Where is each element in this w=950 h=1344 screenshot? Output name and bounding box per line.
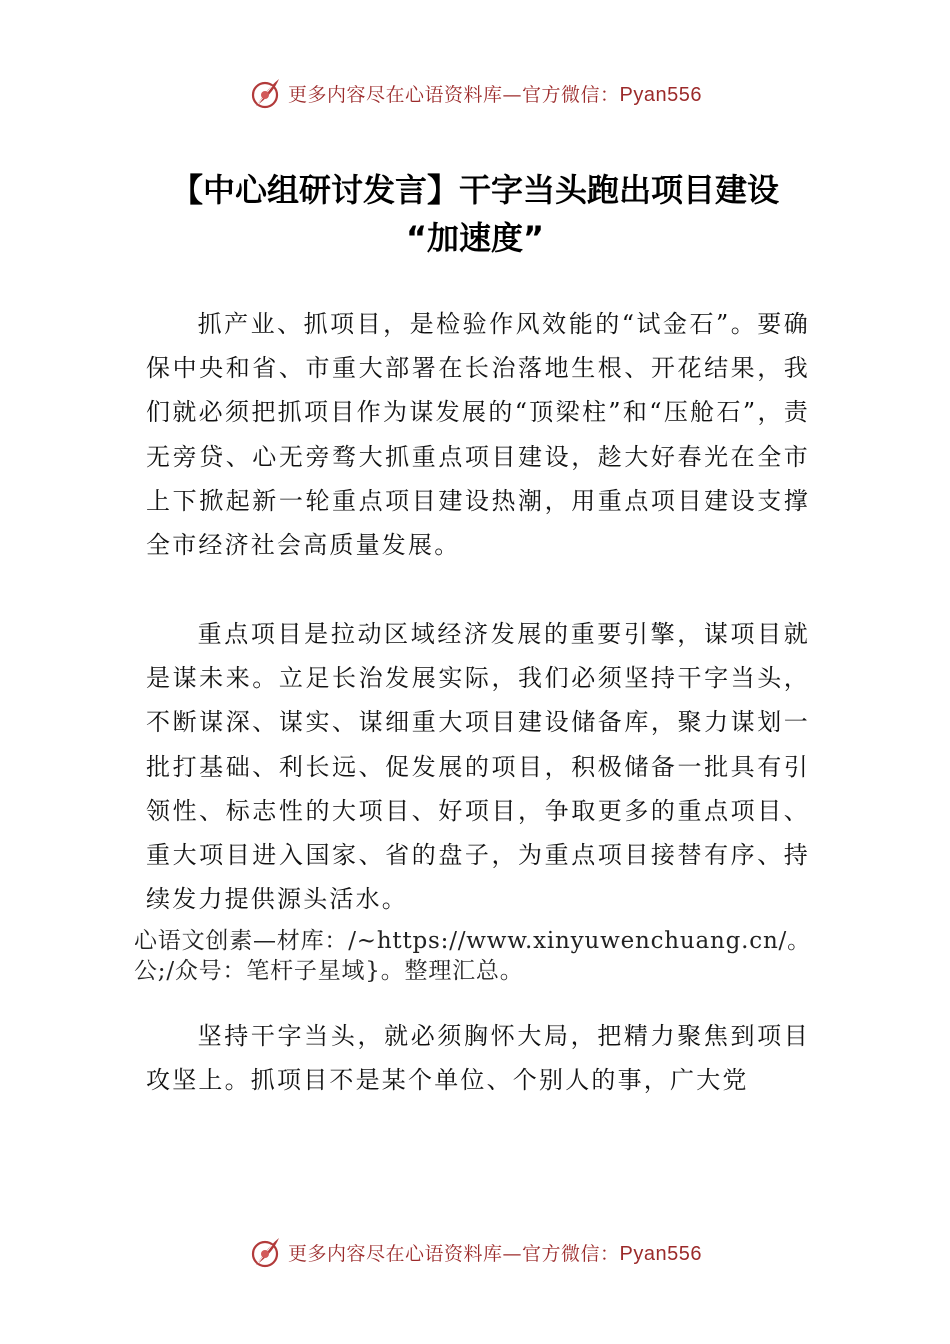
footer-banner	[0, 1232, 950, 1272]
title-line-2: “加速度”	[405, 219, 545, 257]
header-banner	[0, 73, 950, 113]
source-note: 心语文创素—材库：/~https://www.xinyuwenchuang.cn/。公;/众号：笔杆子星域}。整理汇总。	[134, 928, 811, 984]
banner-text: 更多内容尽在心语资料库—官方微信：Pyan556	[288, 83, 702, 106]
banner-text: 更多内容尽在心语资料库—官方微信：Pyan556	[288, 1242, 702, 1265]
quill-pen-logo-icon	[248, 1235, 282, 1269]
wechat-id: Pyan556	[619, 83, 702, 106]
title-line-1: 【中心组研讨发言】干字当头跑出项目建设	[170, 171, 779, 209]
paragraph-3: 坚持干字当头，就必须胸怀大局，把精力聚焦到项目攻坚上。抓项目不是某个单位、个别人的事，广大党	[146, 1022, 810, 1095]
wechat-id: Pyan556	[619, 1242, 702, 1265]
paragraph-2: 重点项目是拉动区域经济发展的重要引擎，谋项目就是谋未来。立足长治发展实际，我们必须坚持干字当头，不断谋深、谋实、谋细重大项目建设储备库，聚力谋划一批打基础、利长远、促发展的项目，积极储备一批具有引领性、标志性的大项目、好项目，争取更多的重点项目、重大项目进入国家、省的盘子，为重点项目接替有序、持续发力提供源头活水。	[146, 620, 810, 914]
page-title	[100, 166, 850, 262]
paragraph-1: 抓产业、抓项目，是检验作风效能的“试金石”。要确保中央和省、市重大部署在长治落地生根、开花结果，我们就必须把抓项目作为谋发展的“顶梁柱”和“压舱石”，责无旁贷、心无旁骛大抓重点项目建设，趁大好春光在全市上下掀起新一轮重点项目建设热潮，用重点项目建设支撑全市经济社会高质量发展。	[146, 310, 810, 560]
quill-pen-logo-icon	[248, 76, 282, 110]
